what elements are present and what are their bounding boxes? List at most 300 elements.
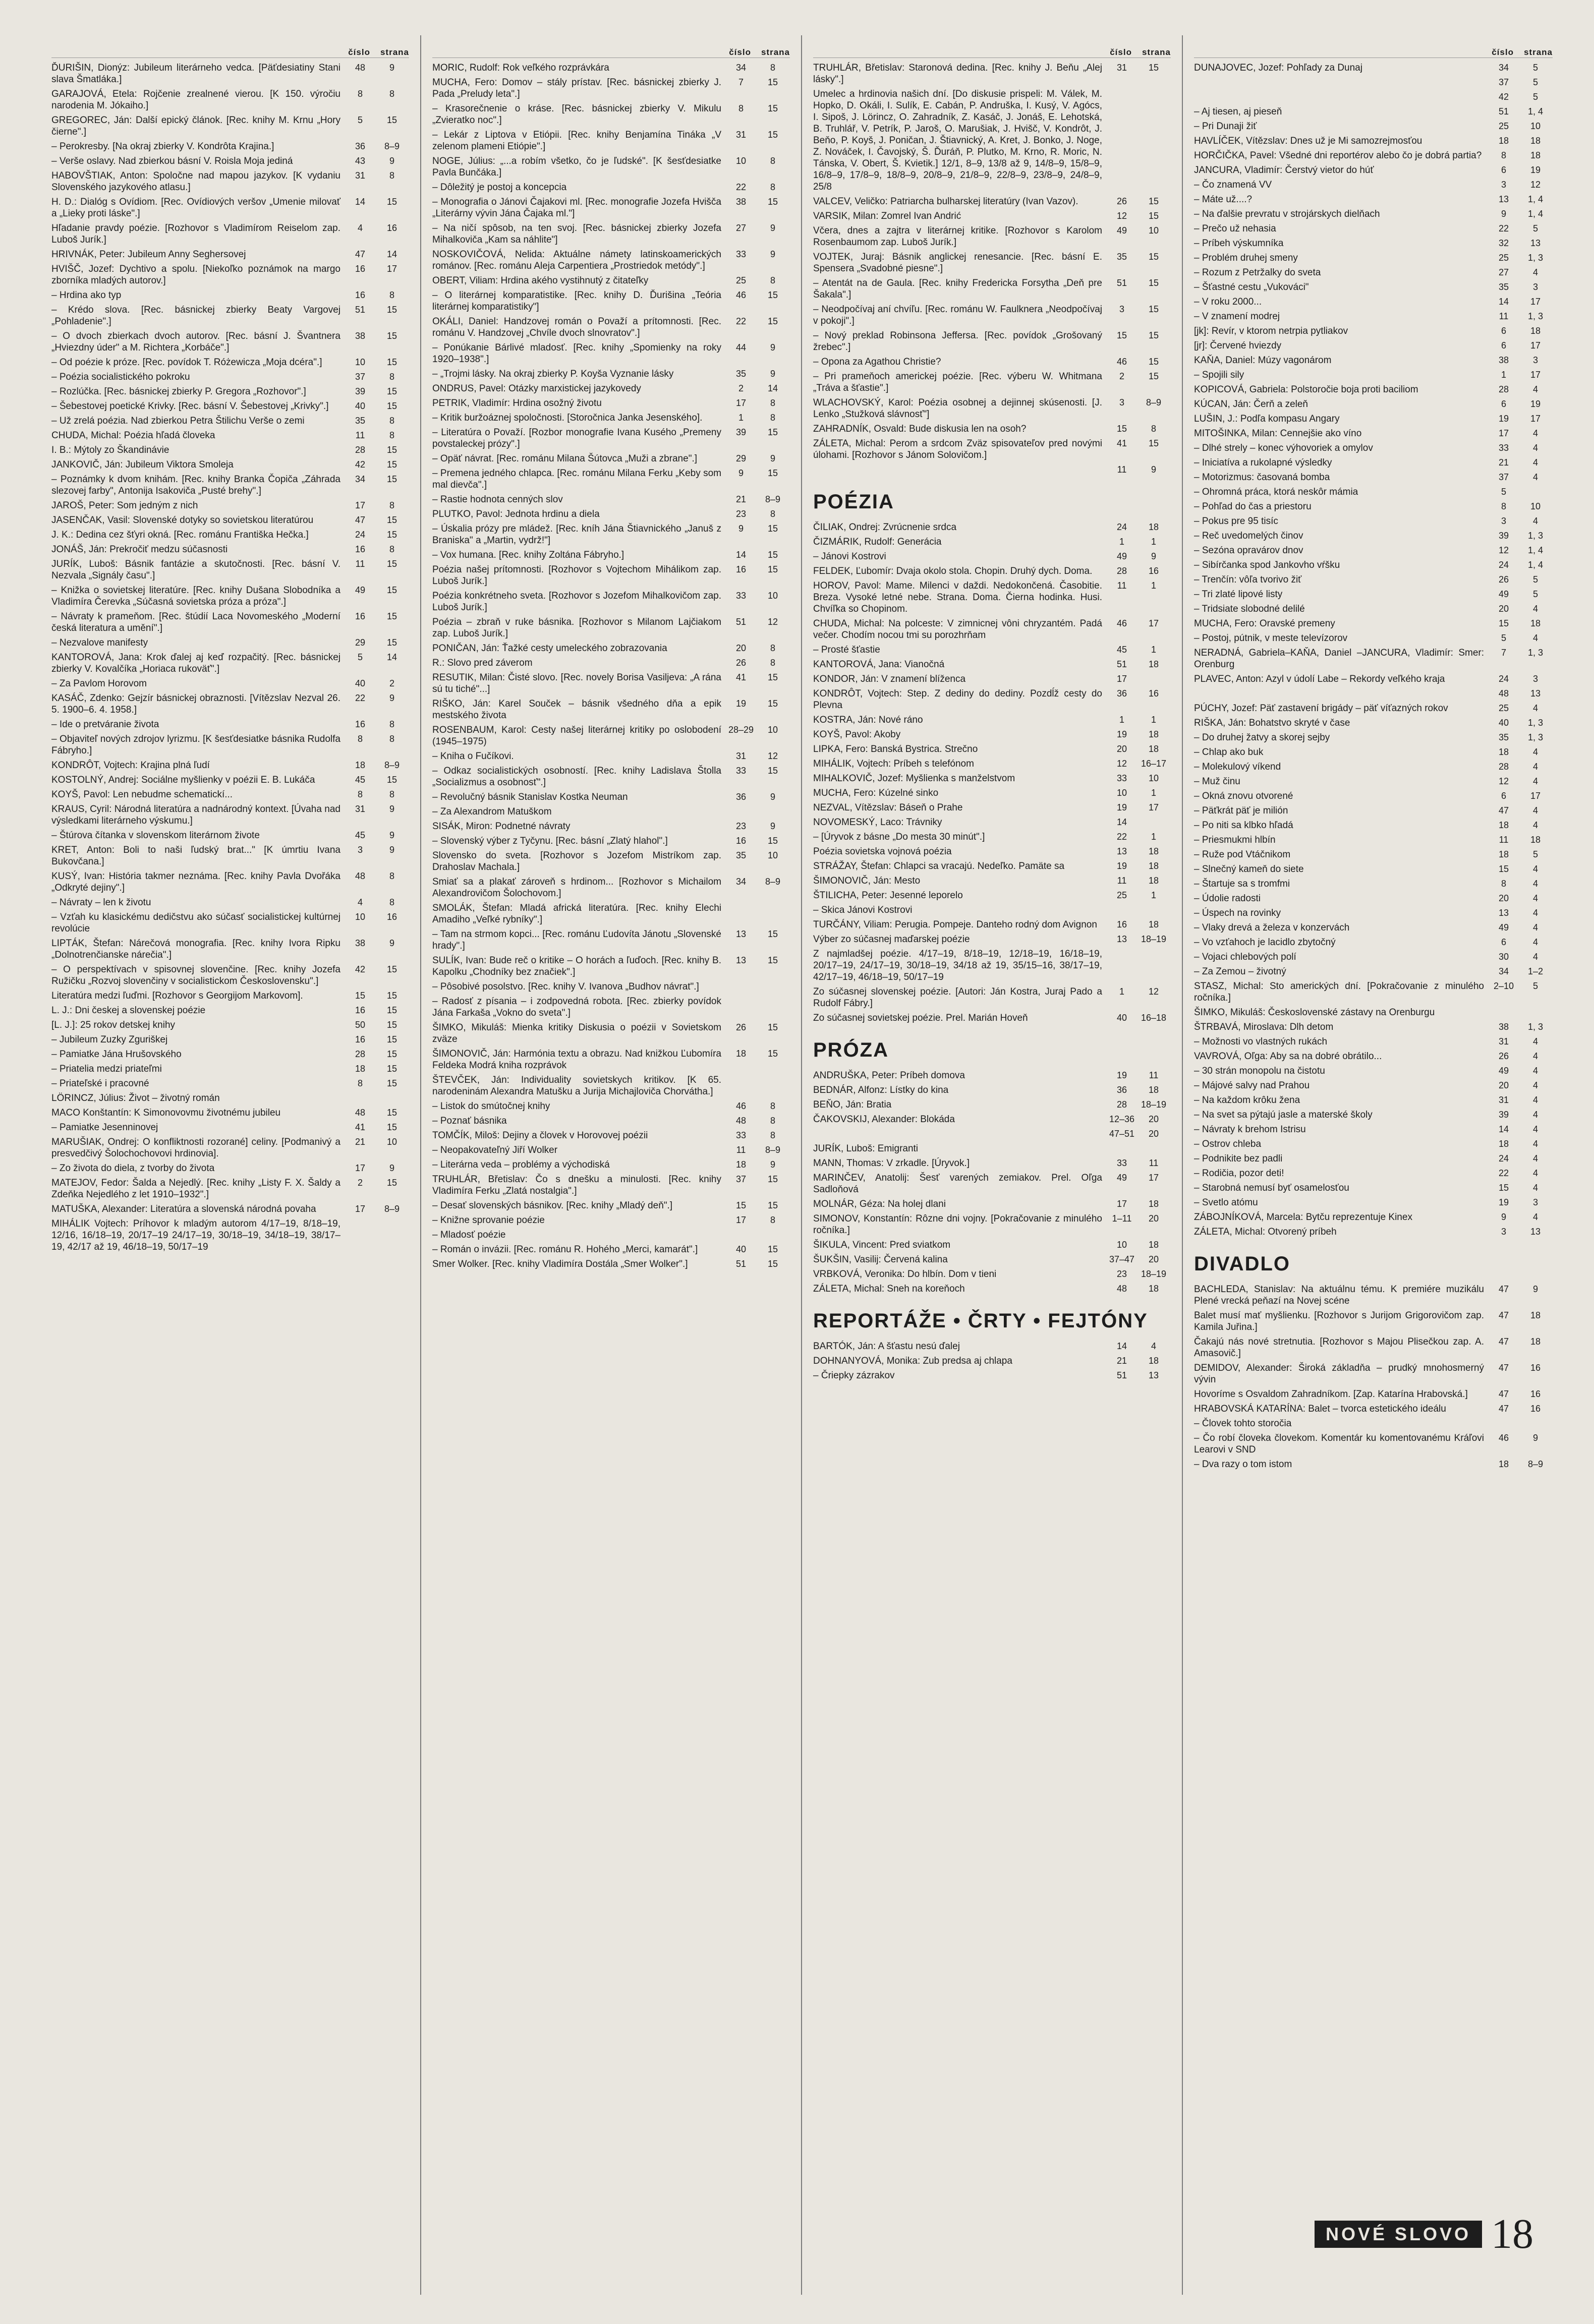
entry-page-number: 15 [767,929,778,939]
entry-issue-number: 47 [1498,1284,1509,1294]
index-entry [432,383,790,394]
entry-issue-number [726,981,756,993]
entry-issue-number: 11 [355,559,365,569]
entry-page-number: 15 [386,1108,397,1118]
entry-page-number: 8 [770,182,775,192]
entry-title: – Do druhej žatvy a skorej sejby [1194,732,1330,743]
entry-title: ŠIMONOVIČ, Ján: Mesto [813,876,921,886]
entry-page-number: 9 [389,830,394,840]
entry-title: KASÁČ, Zdenko: Gejzír básnickej obraznosti. [Vítězslav Nezval 26. 5. 1900–6. 4. 1958.] [51,693,340,715]
entry-title: ONDRUS, Pavel: Otázky marxistickej jazykovedy [432,383,641,394]
entry-issue-number: 47 [355,515,366,525]
entry-issue-number: 51 [1498,106,1509,117]
entry-issue-number: 20 [1116,744,1127,754]
entry-page-number: 18 [1148,1356,1159,1366]
entry-issue-number: 10 [735,156,747,166]
index-entry [813,356,1171,368]
entry-page-number: 8 [389,89,394,99]
entry-page-number: 4 [1532,516,1538,526]
index-entry [51,289,409,301]
entry-issue-number: 46 [1498,1433,1509,1443]
entry-title: STASZ, Michal: Sto amerických dní. [Pokračovanie z minulého ročníka.] [1194,981,1484,1003]
index-entry [51,733,409,757]
entry-title: – Dlhé strely – konec výhovoriek a omylov [1194,443,1373,453]
entry-page-number: 16 [386,912,397,922]
entry-page-number: 4 [1532,1183,1538,1193]
entry-page-number: 18–19 [1141,934,1167,944]
entry-issue-number: 35 [355,416,366,426]
entry-title: RIŠKA, Ján: Bohatstvo skryté v čase [1194,718,1350,728]
entry-title: – Atentát na de Gaula. [Rec. knihy Fredericka Forsytha „Deň pre Šakala".] [813,278,1102,300]
entry-page-number: 18 [1530,618,1541,628]
entry-title: ZÁLETA, Michal: Perom a srdcom Zväz spisovateľov pred novými úlohami. [Rozhovor s Jánom Solovičom.] [813,438,1102,460]
footer [1315,2210,1533,2258]
entry-title: – Čo znamená VV [1194,180,1272,190]
entry-issue-number: 51 [1116,278,1127,288]
entry-title: – Úspech na rovinky [1194,908,1281,918]
entry-page-number: 8 [389,871,394,881]
entry-page-number: 18 [1530,326,1541,336]
entry-page-number: 16–17 [1141,759,1167,769]
entry-page-number: 4 [1532,443,1538,453]
index-entry [51,1107,409,1119]
index-entry [432,791,790,803]
entry-issue-number: 23 [735,821,747,831]
entry-issue-number: 18 [1498,820,1509,830]
index-entry [1194,1336,1553,1359]
index-entry [1194,761,1553,773]
entry-title: – Dôležitý je postoj a koncepcia [432,182,567,193]
entry-issue-number [1489,1007,1518,1018]
entry-page-number: 16 [1530,1389,1541,1399]
index-entry [51,774,409,786]
entry-title [1194,91,1489,103]
entry-title [813,464,1107,476]
entry-issue-number: 22 [735,316,747,326]
entry-title: LUŠIN, J.: Podľa kompasu Angary [1194,414,1340,424]
entry-page-number: 16 [1148,566,1159,576]
entry-page-number: 4 [1532,952,1538,962]
entry-title: JONÁŠ, Ján: Prekročiť medzu súčasnosti [51,544,228,555]
column-header [1194,35,1553,58]
index-entry [432,835,790,847]
entry-issue-number: 36 [735,792,747,802]
entry-issue-number: 47 [1498,1310,1509,1320]
entry-page-number: 9 [389,693,394,703]
entry-issue-number: 46 [1116,357,1127,367]
entry-issue-number: 16 [735,836,747,846]
entry-page-number: 15 [386,386,397,396]
entry-page-number: 4 [1532,1036,1538,1047]
index-entry [813,1341,1171,1352]
index-entry [1194,164,1553,176]
entry-title: – Jubileum Zuzky Zguriškej [51,1034,168,1045]
entry-page-number: 19 [1530,165,1541,175]
entry-page-number: 16 [386,223,397,233]
index-entry [51,500,409,511]
entry-page-number: 15 [767,1244,778,1254]
entry-title: PLAVEC, Anton: Azyl v údolí Labe – Rekordy veľkého kraja [1194,674,1445,684]
entry-page-number: 18–19 [1141,1099,1167,1110]
index-entry [51,1177,409,1200]
entry-title: J. K.: Dedina cez šťyri okná. [Rec. románu Františka Hečka.] [51,530,309,540]
entry-issue-number: 47 [1498,1337,1509,1347]
entry-title: – Pamiatke Jesenninovej [51,1122,158,1133]
entry-issue-number: 14 [1498,1124,1509,1134]
entry-page-number [375,1218,409,1253]
entry-page-number: 15 [386,401,397,411]
header-cislo: číslo [1492,47,1514,57]
entry-page-number: 18 [1148,846,1159,856]
index-entry [813,580,1171,615]
entry-title: HRABOVSKÁ KATARÍNA: Balet – tvorca estetického ideálu [1194,1404,1446,1414]
entry-page-number: 11 [1149,1158,1159,1168]
index-entry [51,830,409,841]
entry-page-number: 15 [767,427,778,437]
index-entry [1194,1051,1553,1062]
index-entry [813,890,1171,901]
entry-title: PÚCHY, Jozef: Päť zastavení brigády – päť víťazných rokov [1194,703,1448,714]
entry-title: – Ponúkanie Bárlivé mladosť. [Rec. knihy „Spomienky na roky 1920–1938".] [432,342,721,365]
entry-page-number: 16 [1530,1363,1541,1373]
entry-issue-number: 26 [1498,1051,1509,1061]
entry-page-number: 8 [770,413,775,423]
index-entry [1194,1197,1553,1208]
entry-issue-number: 41 [735,672,747,682]
entry-page-number: 18 [1148,729,1159,739]
index-entry [432,523,790,546]
index-entry [51,371,409,383]
entry-title: – Knižka o sovietskej literatúre. [Rec. knihy Dušana Slobodníka a Vladimíra Čerevka „Súčasná sovietska próza a próza".] [51,585,340,607]
entry-page-number [1136,88,1171,193]
entry-title: CHUDA, Michal: Poézia hľadá človeka [51,430,215,441]
index-entry [51,444,409,456]
entry-title: – Ostrov chleba [1194,1139,1262,1149]
entry-page-number: 9 [389,804,394,814]
entry-title: JAROŠ, Peter: Som jedným z nich [51,500,198,511]
entry-page-number: 16–18 [1141,1013,1167,1023]
entry-page-number: 17 [1148,802,1159,812]
entry-issue-number [1107,948,1136,983]
entry-page-number: 15 [767,197,778,207]
entry-issue-number: 19 [1116,861,1127,871]
entry-title: CHUDA, Michal: Na polceste: V zimnicnej vôni chryzantém. Padá večer. Chodím nocou tmi su porozhrňam [813,618,1102,641]
index-entry [813,986,1171,1009]
entry-page-number: 8–9 [765,1145,781,1155]
entry-issue-number: 14 [1498,297,1509,307]
index-entry [1194,1211,1553,1223]
entry-issue-number: 28–29 [728,725,754,735]
entry-issue-number: 37 [1498,472,1509,482]
entry-issue-number: 40 [735,1244,747,1254]
entry-issue-number: 8 [357,789,363,799]
entry-page-number: 18 [1148,876,1159,886]
index-entry [813,1239,1171,1251]
entry-page-number: 4 [1532,1212,1538,1222]
index-entry [432,1022,790,1045]
entry-page-number: 1 [1151,890,1156,900]
entry-issue-number: 8 [1501,150,1506,160]
index-entry [51,459,409,471]
entry-page-number: 15 [386,515,397,525]
entry-page-number: 5 [1532,574,1538,585]
entry-title: DOHNANYOVÁ, Monika: Zub predsa aj chlapa [813,1356,1012,1366]
section-heading: POÉZIA [813,491,894,513]
index-entry [813,904,1171,916]
entry-page-number: 18 [1148,1085,1159,1095]
entry-title: – O perspektívach v spisovnej slovenčine. [Rec. knihy Jozefa Ružičku „Rozvoj slovenčiny v socialistickom Československu".] [51,964,340,986]
entry-page-number: 9 [770,369,775,379]
entry-title: – Skica Jánovi Kostrovi [813,905,913,915]
entry-page-number: 18 [1148,919,1159,929]
entry-page-number [756,981,790,993]
entry-title: Slovensko do sveta. [Rozhovor s Jozefom Mistríkom zap. Drahoslav Machala.] [432,850,721,873]
entry-title: – Starobná nemusí byť osamelosťou [1194,1183,1349,1193]
entry-issue-number: 19 [1498,1197,1509,1207]
entry-issue-number: 17 [1116,1199,1127,1209]
entry-issue-number: 25 [735,275,747,285]
index-entry [432,508,790,520]
entry-title: KÚCAN, Ján: Čerň a zeleň [1194,399,1308,410]
index-entry [432,427,790,450]
entry-issue-number: 7 [738,77,744,87]
entry-page-number: 1, 3 [1527,1022,1544,1032]
entry-page-number: 15 [1148,304,1159,314]
entry-title: – Trenčín: vôľa tvorivo žiť [1194,574,1302,585]
entry-issue-number: 11 [1117,876,1127,886]
entry-title: H. D.: Dialóg s Ovídiom. [Rec. Ovídiových veršov „Umenie milovať a „Lieky proti láske".] [51,197,340,219]
entry-title: BACHLEDA, Stanislav: Na aktuálnu tému. K premiére muzikálu Plené vrecká peňazí na Novej scéne [1194,1284,1484,1306]
index-entry [813,1070,1171,1081]
entry-title: HAVLÍČEK, Vítězslav: Dnes už je Mi samozrejmosťou [1194,136,1422,146]
entry-issue-number: 12 [1116,759,1127,769]
entry-page-number [1136,1143,1171,1154]
header-strana: strana [1142,47,1171,57]
entry-page-number: 9 [389,938,394,948]
entry-page-number: 8 [770,643,775,653]
entry-title: VRBKOVÁ, Veronika: Do hlbín. Dom v tieni [813,1269,997,1280]
index-entry [51,1049,409,1060]
entry-title: – Rodičia, pozor deti! [1194,1168,1284,1179]
entry-title: Smer Wolker. [Rec. knihy Vladimíra Dostála „Smer Wolker".] [432,1259,688,1269]
entry-page-number: 15 [767,1200,778,1210]
index-entry [432,397,790,409]
entry-title: KONDOR, Ján: V znamení blíženca [813,674,966,684]
index-entry [432,155,790,179]
index-entry [1194,150,1553,161]
entry-issue-number: 18 [1498,136,1509,146]
index-entry [813,1012,1171,1024]
entry-issue-number: 41 [355,1122,366,1132]
entry-title: – Knižne sprovanie poézie [432,1215,545,1226]
entry-title: – Neodpočívaj aní chvíľu. [Rec. románu W. Faulknera „Neodpočívaj v pokoji".] [813,304,1102,326]
index-entry [432,1100,790,1112]
entry-issue-number: 11 [1117,464,1127,475]
index-entry [51,415,409,427]
entry-issue-number: 15 [1498,618,1509,628]
index-entry [1194,398,1553,410]
entry-page-number: 9 [389,845,394,855]
entry-issue-number: 17 [1498,428,1509,438]
index-entry [432,196,790,219]
entry-issue-number: 9 [1501,209,1506,219]
entry-page-number [756,996,790,1019]
entry-issue-number: 28 [1498,384,1509,394]
entry-title: HVIŠČ, Jozef: Dychtivo a spolu. [Niekoľko poznámok na margo zborníka mladých autorov.] [51,264,340,286]
entry-issue-number: 23 [1116,1269,1127,1279]
entry-title: – Mladosť poézie [432,1230,506,1240]
entry-page-number: 5 [1532,981,1538,991]
entry-title: NERADNÁ, Gabriela–KAŇA, Daniel –JANCURA, Vladimír: Smer: Orenburg [1194,648,1484,670]
entry-page-number: 8–9 [384,141,400,151]
entry-issue-number: 18 [355,1064,366,1074]
entry-issue-number: 37 [735,1174,747,1184]
index-entry [51,330,409,354]
entry-issue-number: 16 [355,264,366,274]
entry-page-number: 11 [1149,1070,1159,1080]
entry-title: – Tridsiate slobodné delilé [1194,604,1305,614]
entry-issue-number: 1 [1119,986,1124,997]
index-entry [1194,1109,1553,1121]
entry-issue-number [726,1074,756,1097]
index-entry [432,129,790,152]
entry-issue-number: 50 [355,1020,366,1030]
entry-issue-number: 13 [1116,846,1127,856]
entry-title: – Ruže pod Vtáčnikom [1194,849,1291,860]
entry-title: NOVOMESKÝ, Laco: Trávniky [813,817,942,828]
index-entry [813,88,1171,193]
page-number: 18 [1491,2211,1533,2257]
index-entry [1194,790,1553,802]
entry-title: TRUHLÁR, Břetislav: Čo s dnešku a minulosti. [Rec. knihy Vladimíra Ferku „Zlatá nostalgia".] [432,1174,721,1196]
entry-issue-number: 47–51 [1109,1129,1135,1139]
index-entry [1194,135,1553,147]
magazine-logo: NOVÉ SLOVO [1315,2221,1482,2248]
entry-page-number: 1–2 [1527,966,1544,976]
entry-issue-number: 18 [1498,849,1509,859]
index-entry [432,698,790,721]
entry-issue-number [726,1229,756,1241]
entry-page-number: 15 [1148,278,1159,288]
index-entry [51,263,409,286]
entry-page-number: 8 [389,789,394,799]
entry-title: – Nový preklad Robinsona Jeffersa. [Rec. povídok „Grošovaný žrebec".] [813,330,1102,353]
entry-page-number: 4 [1532,633,1538,643]
entry-page-number: 18 [1148,1199,1159,1209]
entry-issue-number: 19 [1116,802,1127,812]
entry-issue-number: 24 [355,530,366,540]
entry-page-number: 15 [386,775,397,785]
entry-title: – Po niti sa klbko hľadá [1194,820,1293,831]
index-entry [1194,863,1553,875]
entry-title: – Na ďalšie prevratu v strojárskych dielňach [1194,209,1380,219]
entry-title: – Odkaz socialistických osobností. [Rec. knihy Ladislava Štolla „Socializmus a osobnosť".] [432,766,721,788]
index-column [40,35,421,2295]
entry-issue-number: 36 [1116,1085,1127,1095]
index-entry [813,1084,1171,1096]
entry-issue-number: 18 [1498,747,1509,757]
entry-issue-number: 33 [1116,773,1127,783]
entry-title: – Spojili sily [1194,370,1244,380]
index-entry [51,114,409,138]
entry-issue-number: 17 [735,1215,747,1225]
entry-title: MACO Konštantín: K Simonovovmu životnému jubileu [51,1108,281,1118]
index-entry [813,729,1171,740]
entry-title: – Pamiatke Jána Hrušovského [51,1049,182,1060]
entry-page-number: 15 [386,115,397,125]
index-entry [51,1203,409,1215]
entry-title: Hľadanie pravdy poézie. [Rozhovor s Vladimírom Reiselom zap. Luboš Jurík.] [51,223,340,245]
entry-issue-number: 31 [1116,63,1127,73]
entry-title: L. J.: Dni českej a slovenskej poézie [51,1005,206,1016]
entry-page-number: 10 [1530,121,1541,131]
entry-title: MUCHA, Fero: Domov – stály prístav. [Rec. básnickej zbierky J. Pada „Preludy leta".] [432,77,721,99]
entry-title: – Na ničí spôsob, na ten svoj. [Rec. básnickej zbierky Jozefa Mihalkoviča „Kam sa náhlite"] [432,223,721,245]
index-entry [1194,1036,1553,1048]
entry-title: – V znamení modrej [1194,311,1280,322]
index-entry [1194,1284,1553,1307]
entry-title: KUSÝ, Ivan: História takmer neznáma. [Rec. knihy Pavla Dvořáka „Odkryté dejiny".] [51,871,340,893]
entry-title: – Nezvalove manifesty [51,637,148,648]
entry-issue-number: 25 [1498,121,1509,131]
index-entry [51,870,409,894]
entry-title: – Poznámky k dvom knihám. [Rec. knihy Branka Čopiča „Záhrada slezovej farby", Antonija Isakoviča „Pusté brehy".] [51,474,340,496]
entry-page-number: 15 [1148,252,1159,262]
entry-issue-number: 11 [736,1145,746,1155]
entry-page-number: 15 [386,1064,397,1074]
section-heading: DIVADLO [1194,1253,1291,1275]
index-entry [813,758,1171,770]
index-entry [51,62,409,85]
entry-page-number [756,1229,790,1241]
entry-issue-number: 31 [1498,1036,1509,1047]
entry-page-number: 15 [386,331,397,341]
index-entry [1194,325,1553,337]
entry-page-number: 9 [1151,551,1156,561]
entry-title: MUCHA, Fero: Kúzelné sinko [813,788,939,798]
entry-title: KANTOROVÁ, Jana: Vianočná [813,659,945,670]
entry-issue-number: 47 [1498,1363,1509,1373]
index-entry [432,77,790,100]
entry-issue-number [1107,88,1136,193]
index-column [421,35,802,2295]
entry-title: – Literárna veda – problémy a východiská [432,1159,610,1170]
entry-title: KRET, Anton: Boli to naši ľudský brat..." [K úmrtiu Ivana Bukovčana.] [51,845,340,867]
entry-issue-number: 49 [1498,1066,1509,1076]
entry-page-number: 4 [1532,267,1538,277]
entry-page-number: 8 [389,430,394,440]
entry-title: – Slovenský výber z Tyčynu. [Rec. básní „Zlatý hlahol".] [432,836,668,846]
entry-page-number: 4 [1532,776,1538,786]
entry-issue-number: 51 [735,617,747,627]
entry-issue-number: 21 [735,494,747,504]
entry-page-number: 15 [386,305,397,315]
index-entry [1194,457,1553,469]
index-entry [1194,1310,1553,1333]
entry-page-number: 17 [1530,370,1541,380]
entry-issue-number: 34 [1498,63,1509,73]
entry-page-number: 8 [770,275,775,285]
index-entry [51,141,409,152]
entry-title: – Rozlúčka. [Rec. básnickej zbierky P. Gregora „Rozhovor".] [51,386,306,397]
entry-title: – Chlap ako buk [1194,747,1264,758]
entry-issue-number: 7 [1501,648,1506,658]
entry-title: GARAJOVÁ, Etela: Rojčenie zrealnené vierou. [K 150. výročiu narodenia M. Jókaiho.] [51,89,340,111]
index-entry [51,964,409,987]
index-entry [1194,355,1553,366]
entry-title: – Hrdina ako typ [51,290,122,301]
entry-issue-number: 39 [355,386,366,396]
